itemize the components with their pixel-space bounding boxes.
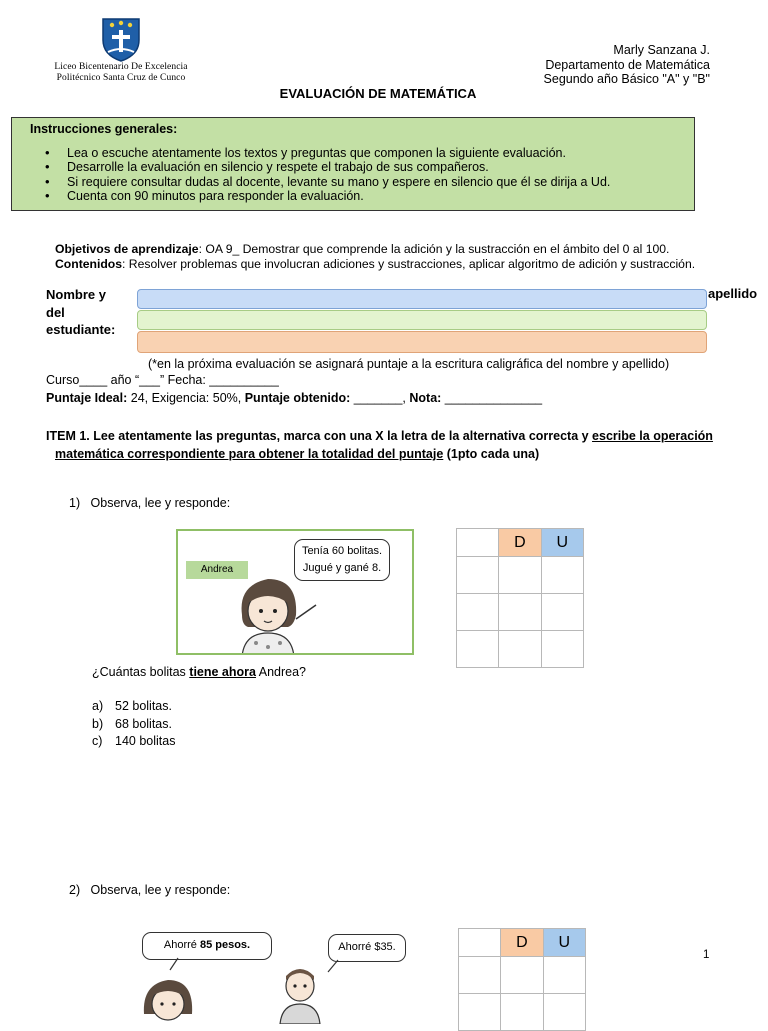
grade-label: Nota: [409, 391, 442, 405]
q1-option-a[interactable] [92, 698, 175, 716]
q2-number: 2) [69, 883, 81, 897]
q1-prompt [69, 496, 230, 510]
ideal-score-label: Puntaje Ideal: [46, 391, 128, 405]
student-surname-label: apellido [708, 286, 758, 301]
teacher-department: Departamento de Matemática [545, 57, 710, 72]
grade-blank[interactable]: ______________ [441, 391, 543, 405]
q2-illustration [138, 928, 408, 1024]
option-letter: a) [92, 699, 104, 713]
tens-header: D [499, 529, 541, 557]
q2-bubble-left-emph: 85 pesos. [199, 939, 251, 951]
du-cell[interactable] [501, 957, 543, 994]
q1-options [92, 698, 175, 751]
du-empty-cell [459, 929, 501, 957]
school-crest-logo [100, 16, 142, 62]
q2-place-value-table[interactable] [458, 928, 586, 1031]
du-cell[interactable] [501, 994, 543, 1031]
school-name-line1: Liceo Bicentenario De Excelencia [54, 62, 188, 72]
instructions-heading: Instrucciones generales: [30, 122, 178, 136]
item1-underlined-2: matemática correspondiente para obtener la totalidad del puntaje [55, 447, 444, 461]
item1-tail: (1pto cada una) [443, 447, 540, 461]
instructions-list [12, 146, 610, 203]
obtained-score-label: Puntaje obtenido: [244, 391, 351, 405]
children-drawing [138, 956, 408, 1024]
q1-character-name: Andrea [186, 561, 248, 579]
du-cell[interactable] [459, 957, 501, 994]
option-letter: b) [92, 716, 104, 731]
page-number: 1 [703, 949, 710, 961]
item1-instructions [46, 427, 766, 463]
q1-number: 1) [69, 496, 81, 510]
instruction-item: • Desarrolle la evaluación en silencio y respete el trabajo de sus compañeros. [67, 160, 610, 174]
q1-question-pre: ¿Cuántas bolitas [92, 665, 190, 679]
item1-underlined-1: escribe la operación [592, 429, 713, 443]
q1-bubble-line2: Jugué y gané 8. [302, 562, 382, 574]
option-text: 52 bolitas. [115, 699, 172, 713]
teacher-name: Marly Sanzana J. [613, 43, 710, 57]
teacher-course: Segundo año Básico "A" y "B" [543, 72, 710, 86]
student-name-field-3[interactable] [137, 331, 707, 353]
du-cell[interactable] [541, 557, 583, 594]
student-name-label [46, 286, 115, 339]
units-header: U [543, 929, 585, 957]
item1-line2 [46, 445, 766, 463]
contents-text: : Resolver problemas que involucran adiciones y sustracciones, aplicar algoritmo de adición y sustracción. [122, 256, 696, 271]
option-text: 140 bolitas [115, 734, 176, 748]
school-name [46, 62, 196, 84]
du-cell[interactable] [459, 994, 501, 1031]
ideal-score-text: 24, Exigencia: 50%, [127, 391, 245, 405]
du-cell[interactable] [499, 557, 541, 594]
girl-drawing [228, 567, 338, 655]
instruction-item: • Lea o escuche atentamente los textos y preguntas que componen la siguiente evaluación. [67, 146, 610, 160]
obtained-score-blank[interactable]: _______, [350, 391, 410, 405]
du-cell[interactable] [541, 631, 583, 668]
du-cell[interactable] [543, 994, 585, 1031]
du-cell[interactable] [457, 594, 499, 631]
calligraphy-note: (*en la próxima evaluación se asignará puntaje a la escritura caligráfica del nombre y apellido) [148, 357, 670, 371]
du-cell[interactable] [499, 594, 541, 631]
q2-bubble-left-pre: Ahorré [163, 939, 200, 951]
student-name-field-1[interactable] [137, 289, 707, 309]
q2-prompt-text: Observa, lee y responde: [90, 883, 231, 897]
du-cell[interactable] [457, 557, 499, 594]
teacher-info [544, 43, 710, 87]
option-text: 68 bolitas. [115, 716, 172, 731]
q1-bubble-line1: Tenía 60 bolitas. [301, 545, 383, 557]
school-name-line2: Politécnico Santa Cruz de Cunco [56, 73, 186, 83]
q1-option-c[interactable] [92, 733, 175, 751]
course-date-line[interactable]: Curso____ año “___” Fecha: __________ [46, 373, 279, 387]
contents-line [55, 257, 695, 272]
units-header: U [541, 529, 583, 557]
du-empty-cell [457, 529, 499, 557]
tens-header: D [501, 929, 543, 957]
page-title: EVALUACIÓN DE MATEMÁTICA [279, 86, 477, 101]
objectives-label: Objetivos de aprendizaje [55, 242, 199, 256]
du-cell[interactable] [499, 631, 541, 668]
student-label-line1: Nombre y [46, 287, 106, 302]
option-letter: c) [92, 734, 103, 748]
student-name-field-2[interactable] [137, 310, 707, 330]
item1-lead: ITEM 1. Lee atentamente las preguntas, marca con una X la letra de la alternativa correcta y [46, 429, 593, 443]
du-cell[interactable] [543, 957, 585, 994]
q1-prompt-text: Observa, lee y responde: [90, 496, 231, 510]
student-label-line3: estudiante: [46, 322, 116, 337]
student-label-line2: del [46, 304, 65, 320]
objectives-line [55, 242, 695, 257]
q1-illustration [176, 529, 414, 655]
du-cell[interactable] [541, 594, 583, 631]
q2-bubble-right: Ahorré $35. [328, 934, 406, 962]
q1-place-value-table[interactable] [456, 528, 584, 668]
q1-question-post: Andrea? [255, 665, 307, 679]
contents-label: Contenidos [55, 256, 123, 271]
instruction-item: • Cuenta con 90 minutos para responder la evaluación. [67, 189, 610, 203]
instruction-item: • Si requiere consultar dudas al docente, levante su mano y espere en silencio que él se dirija a Ud. [67, 175, 610, 189]
objectives-text: : OA 9_ Demostrar que comprende la adición y la sustracción en el ámbito del 0 al 100. [198, 242, 670, 256]
score-line [46, 391, 542, 405]
q1-question-emph: tiene ahora [189, 665, 256, 679]
objectives-block [55, 242, 695, 271]
q1-option-b[interactable] [92, 716, 175, 734]
instructions-box [11, 117, 695, 211]
q2-prompt [69, 883, 230, 897]
q1-question [92, 665, 306, 679]
du-cell[interactable] [457, 631, 499, 668]
